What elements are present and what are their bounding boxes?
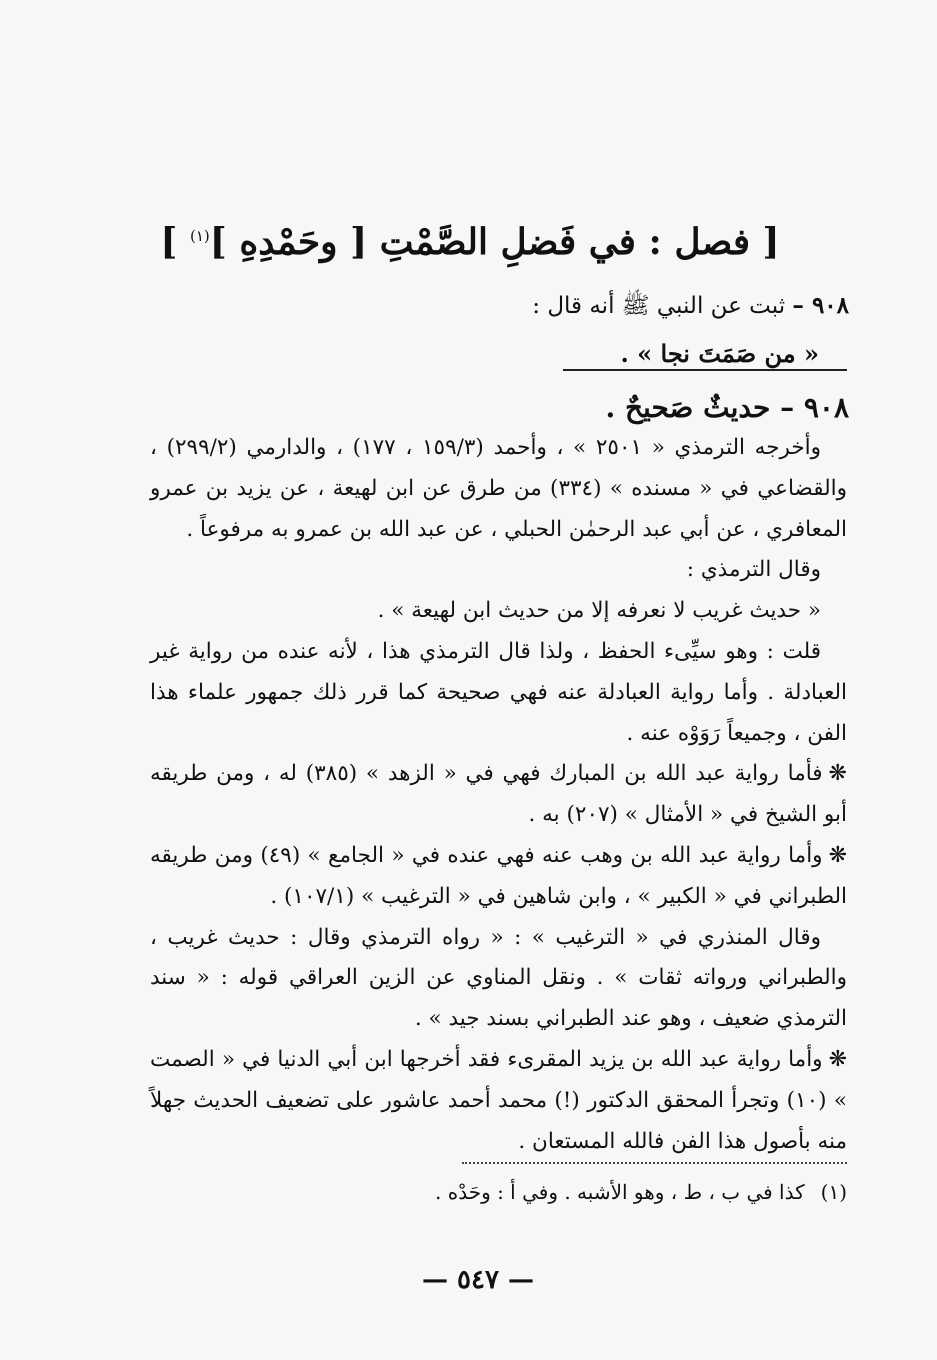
paragraph-text: قلت : وهو سيِّىء الحفظ ، ولذا قال الترمذي هذا ، لأنه عنده من رواية غير العبادلة . وأما رواية العبادلة عنه فهي صحيحة كما قرر ذلك جمهور علماء هذا الفن ، وجميعاً رَوَوْه عنه . xyxy=(150,638,847,746)
paragraph xyxy=(150,1040,847,1162)
grade-text: حديثٌ صَحيحٌ . xyxy=(605,391,771,424)
footnote-text: كذا في ب ، ط ، وهو الأشبه . وفي أ : وحَدْه . xyxy=(435,1180,805,1204)
paragraph-text: وقال الترمذي : xyxy=(686,557,821,583)
paragraph-text: وقال المنذري في « الترغيب » : « رواه الترمذي وقال : حديث غريب ، والطبراني ورواته ثقات » . ونقل المناوي عن الزين العراقي قوله : « سند الترمذي ضعيف ، وهو عند الطبراني بسند جيد » . xyxy=(150,924,847,1032)
hadith-intro-text: ثبت عن النبي ﷺ أنه قال : xyxy=(532,293,786,319)
paragraph-text: « حديث غريب لا نعرفه إلا من حديث ابن لهيعة » . xyxy=(377,598,821,624)
paragraph xyxy=(150,754,847,836)
commentary-body xyxy=(150,428,847,1162)
chapter-title-text: [ فصل : في فَضلِ الصَّمْتِ [ وحَمْدِهِ ] xyxy=(209,221,780,263)
paragraph xyxy=(150,836,847,918)
hadith-intro xyxy=(149,286,849,326)
chapter-close-bracket: ] xyxy=(160,221,178,263)
footnote-number: (١) xyxy=(820,1180,847,1204)
grade-number: ٩٠٨ – xyxy=(780,391,849,424)
paragraph-text: وأخرجه الترمذي « ٢٥٠١ » ، وأحمد (١٥٩/٣ ، ١٧٧) ، والدارمي (٢٩٩/٢) ، والقضاعي في « مسنده » (٣٣٤) من طرق عن ابن لهيعة ، عن يزيد بن عمرو المعافري ، عن أبي عبد الرحمٰن الحبلي ، عن عبد الله بن عمرو به مرفوعاً . xyxy=(150,435,847,542)
paragraph xyxy=(150,428,847,550)
paragraph xyxy=(150,591,847,632)
paragraph-text: وأما رواية عبد الله بن يزيد المقرىء فقد أخرجها ابن أبي الدنيا في « الصمت » (١٠) وتجرأ المحقق الدكتور (!) محمد أحمد عاشور على تضعيف الحديث جهلاً منه بأصول هذا الفن فالله المستعان . xyxy=(150,1046,847,1154)
star-bullet-icon: ❋ xyxy=(828,761,847,787)
paragraph-text: فأما رواية عبد الله بن المبارك فهي في « الزهد » (٣٨٥) له ، ومن طريقه أبو الشيخ في « الأمثال » (٢٠٧) به . xyxy=(150,761,847,828)
divider-line xyxy=(563,369,847,371)
chapter-title xyxy=(140,212,800,266)
hadith-grade xyxy=(149,386,849,430)
footnote-separator xyxy=(462,1162,847,1164)
footnote xyxy=(150,1176,847,1208)
paragraph xyxy=(150,918,847,1040)
star-bullet-icon: ❋ xyxy=(828,1046,847,1072)
hadith-number: ٩٠٨ – xyxy=(792,292,849,319)
hadith-text: « من صَمَتَ نجا » . xyxy=(620,339,819,368)
paragraph xyxy=(150,550,847,591)
paragraph xyxy=(150,632,847,754)
paragraph-text: وأما رواية عبد الله بن وهب عنه فهي عنده في « الجامع » (٤٩) ومن طريقه الطبراني في « الكبير » ، وابن شاهين في « الترغيب » (١٠٧/١) . xyxy=(150,842,847,909)
star-bullet-icon: ❋ xyxy=(828,842,847,868)
page-number: — ٥٤٧ — xyxy=(421,1265,535,1295)
footnote-ref: (١) xyxy=(190,227,210,245)
